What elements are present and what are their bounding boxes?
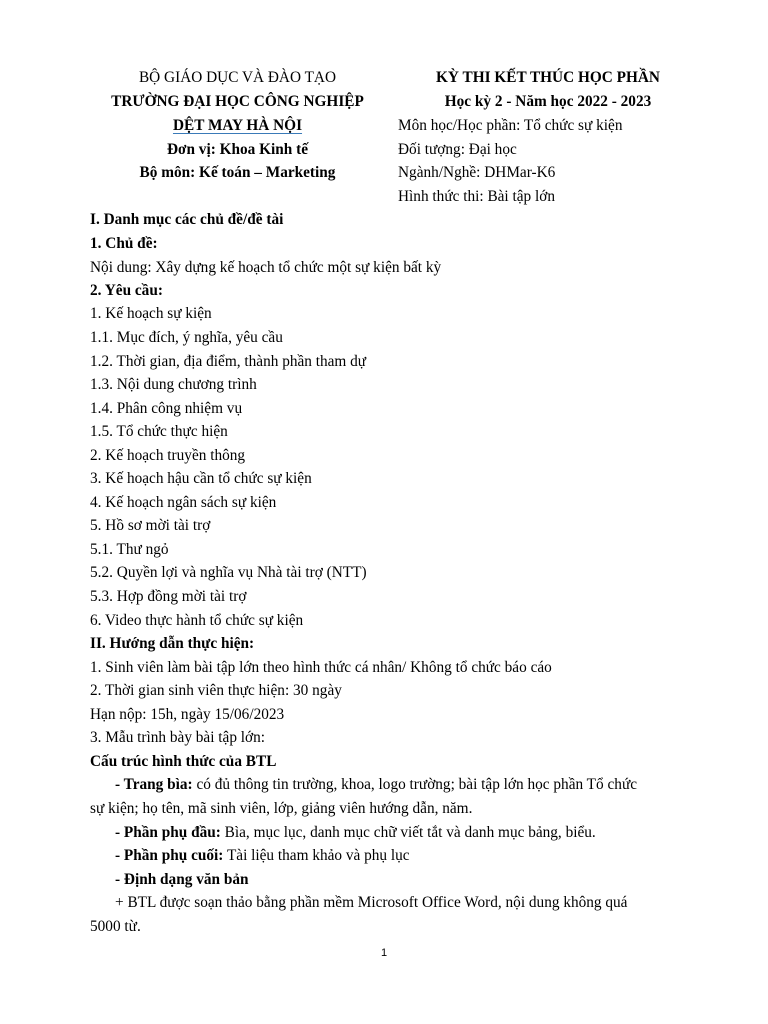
requirement-item: 1. Kế hoạch sự kiện [90, 305, 212, 322]
unit-line [90, 141, 385, 159]
requirement-item: 2. Kế hoạch truyền thông [90, 447, 246, 464]
requirement-item: 1.1. Mục đích, ý nghĩa, yêu cầu [90, 329, 283, 346]
front-matter-line [115, 824, 596, 842]
school-name-underlined: DỆT MAY HÀ NỘI [172, 117, 303, 134]
semester: Học kỳ 2 - Năm học 2022 - 2023 [444, 93, 652, 110]
back-matter-text: Tài liệu tham khảo và phụ lục [223, 847, 410, 864]
cover-text: có đủ thông tin trường, khoa, logo trường; bài tập lớn học phần Tổ chức [192, 776, 638, 793]
structure-title: Cấu trúc hình thức của BTL [90, 753, 277, 770]
requirement-item: 1.3. Nội dung chương trình [90, 376, 257, 393]
course-name: Môn học/Học phần: Tổ chức sự kiện [398, 117, 623, 134]
format-text-line1: + BTL được soạn thảo bằng phần mềm Microsoft Office Word, nội dung không quá [115, 894, 628, 911]
ministry-name: BỘ GIÁO DỤC VÀ ĐÀO TẠO [138, 69, 337, 86]
back-matter-label: - Phần phụ cuối: [115, 847, 224, 864]
requirements-heading: 2. Yêu cầu: [90, 282, 163, 299]
format-text-line2: 5000 từ. [90, 918, 141, 935]
guide-item: 1. Sinh viên làm bài tập lớn theo hình thức cá nhân/ Không tổ chức báo cáo [90, 659, 552, 676]
unit-label: Đơn vị: [166, 141, 216, 158]
cover-label: - Trang bìa: [115, 776, 193, 793]
requirement-item: 5.2. Quyền lợi và nghĩa vụ Nhà tài trợ (NTT) [90, 564, 367, 581]
requirement-item: 3. Kế hoạch hậu cần tổ chức sự kiện [90, 470, 312, 487]
guide-item: 3. Mẫu trình bày bài tập lớn: [90, 729, 266, 746]
major: Ngành/Nghề: DHMar-K6 [398, 164, 556, 181]
front-matter-text: Bìa, mục lục, danh mục chữ viết tắt và danh mục bảng, biểu. [220, 824, 596, 841]
exam-title: KỲ THI KẾT THÚC HỌC PHẦN [436, 69, 660, 86]
requirement-item: 4. Kế hoạch ngân sách sự kiện [90, 494, 277, 511]
front-matter-label: - Phần phụ đầu: [115, 824, 221, 841]
back-matter-line [115, 847, 410, 865]
school-name-line2 [90, 117, 385, 135]
department-label: Bộ môn: [139, 164, 196, 181]
page-number: 1 [380, 947, 388, 959]
section2-title: II. Hướng dẫn thực hiện: [90, 635, 255, 652]
cover-paragraph-line2: sự kiện; họ tên, mã sinh viên, lớp, giảng viên hướng dẫn, năm. [90, 800, 473, 817]
topic-content: Nội dung: Xây dựng kế hoạch tổ chức một sự kiện bất kỳ [90, 259, 442, 276]
guide-item: Hạn nộp: 15h, ngày 15/06/2023 [90, 706, 285, 723]
requirement-item: 1.5. Tổ chức thực hiện [90, 423, 228, 440]
requirement-item: 5. Hồ sơ mời tài trợ [90, 517, 211, 534]
requirement-item: 6. Video thực hành tổ chức sự kiện [90, 612, 304, 629]
unit-value: Khoa Kinh tế [215, 141, 309, 158]
topic-heading: 1. Chủ đề: [90, 235, 158, 252]
cover-paragraph-line1 [115, 776, 637, 794]
format-label: - Định dạng văn bản [115, 871, 249, 888]
requirement-item: 5.1. Thư ngỏ [90, 541, 169, 558]
department-value: Kế toán – Marketing [195, 164, 336, 181]
section1-title: I. Danh mục các chủ đề/đề tài [90, 211, 284, 228]
guide-item: 2. Thời gian sinh viên thực hiện: 30 ngày [90, 682, 342, 699]
school-name-line1: TRƯỜNG ĐẠI HỌC CÔNG NGHIỆP [111, 93, 364, 110]
audience: Đối tượng: Đại học [398, 141, 517, 158]
requirement-item: 5.3. Hợp đồng mời tài trợ [90, 588, 247, 605]
requirement-item: 1.2. Thời gian, địa điểm, thành phần tham dự [90, 353, 367, 370]
requirement-item: 1.4. Phân công nhiệm vụ [90, 400, 243, 417]
exam-form: Hình thức thi: Bài tập lớn [398, 188, 556, 205]
department-line [90, 164, 385, 182]
